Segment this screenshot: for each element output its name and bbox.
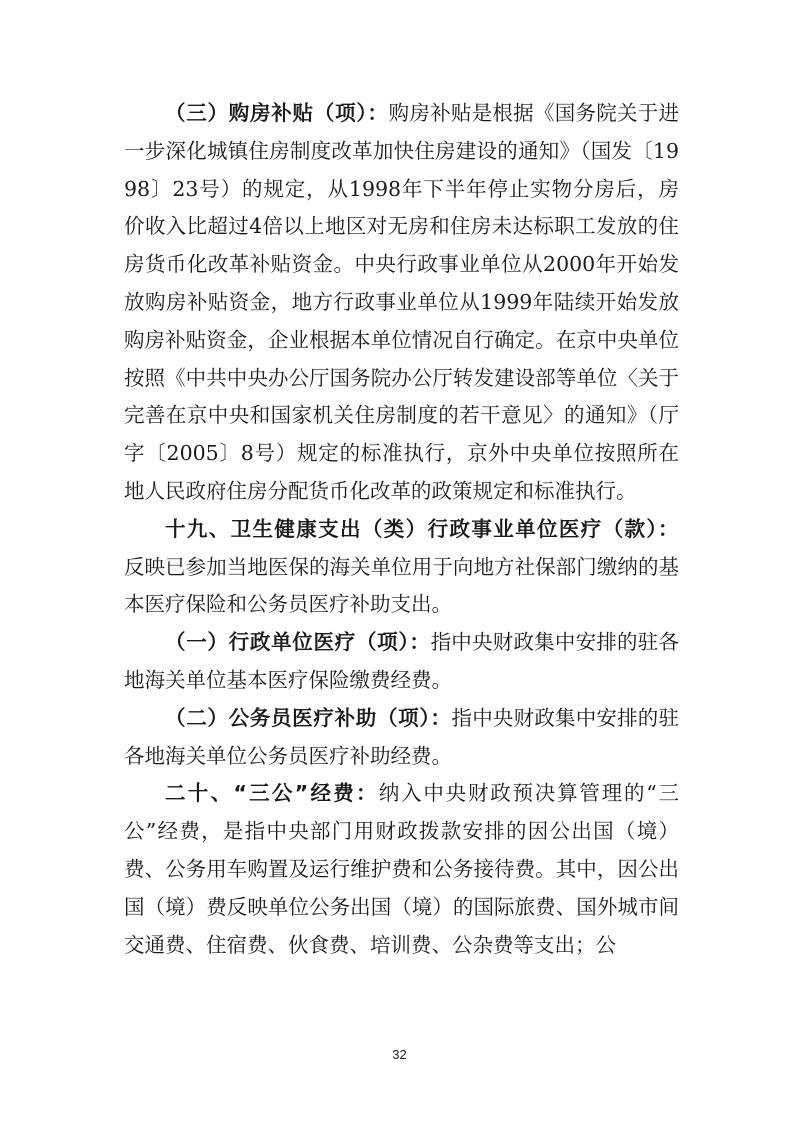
heading-health-expenditure: 十九、卫生健康支出（类）行政事业单位医疗（款）： [165, 516, 679, 541]
paragraph-health-expenditure [124, 511, 679, 624]
text-civil-servant-medical: 指中央财政集中安排的驻各地海关单位公务员医疗补助经费。 [124, 705, 680, 768]
text-admin-medical: 指中央财政集中安排的驻各地海关单位基本医疗保险缴费经费。 [124, 630, 679, 692]
paragraph-housing-subsidy [124, 95, 679, 511]
text-health-expenditure: 反映已参加当地医保的海关单位用于向地方社保部门缴纳的基本医疗保险和公务员医疗补助支出。 [124, 554, 679, 617]
paragraph-civil-servant-medical [124, 700, 679, 776]
text-three-public-expenses: 纳入中央财政预决算管理的“三公”经费，是指中央部门用财政拨款安排的因公出国（境）费、公务用车购置及运行维护费和公务接待费。其中，因公出国（境）费反映单位公务出国（境）的国际旅费、国外城市间交通费、住宿费、伙食费、培训费、公杂费等支出；公 [124, 781, 680, 957]
text-housing-subsidy: 购房补贴是根据《国务院关于进一步深化城镇住房制度改革加快住房建设的通知》（国发〔1998〕23号）的规定，从1998年下半年停止实物分房后，房价收入比超过4倍以上地区对无房和住房未达标职工发放的住房货币化改革补贴资金。中央行政事业单位从2000年开始发放购房补贴资金，地方行政事业单位从1999年陆续开始发放购房补贴资金，企业根据本单位情况自行确定。在京中央单位按照《中共中央办公厅国务院办公厅转发建设部等单位〈关于完善在京中央和国家机关住房制度的若干意见〉的通知》（厅字〔2005〕8号）规定的标准执行，京外中央单位按照所在地人民政府住房分配货币化改革的政策规定和标准执行。 [124, 101, 680, 503]
paragraph-three-public-expenses [124, 775, 679, 964]
heading-three-public-expenses: 二十、“三公”经费： [165, 781, 379, 806]
document-body [124, 95, 679, 964]
heading-housing-subsidy: （三）购房补贴（项）： [165, 101, 389, 125]
page-number: 32 [392, 1047, 407, 1062]
paragraph-admin-medical [124, 624, 679, 700]
heading-civil-servant-medical: （二）公务员医疗补助（项）： [165, 705, 452, 730]
heading-admin-medical: （一）行政单位医疗（项）： [165, 630, 431, 655]
